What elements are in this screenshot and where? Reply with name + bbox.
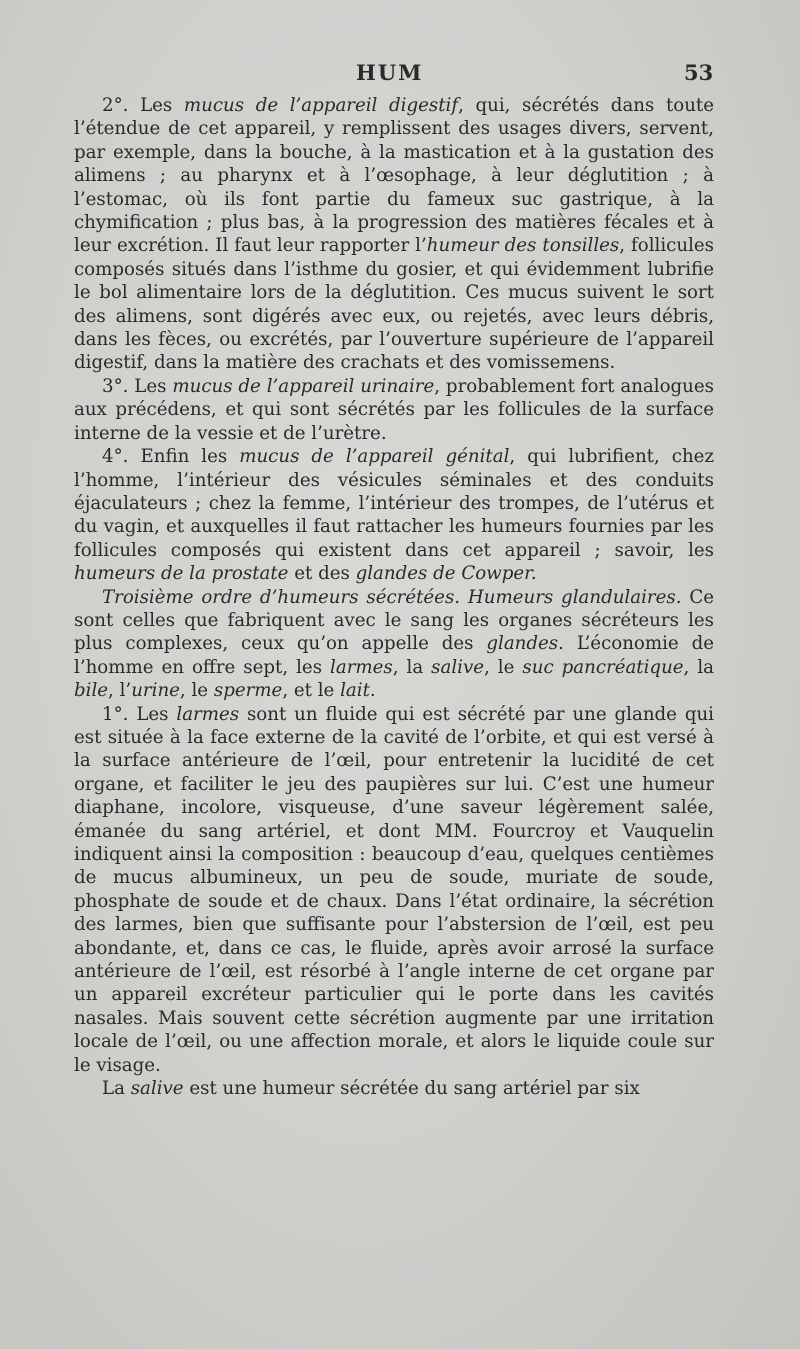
italic-text: urine [131,680,180,702]
page-header [0,60,800,90]
paragraph [74,445,714,585]
text-run: sont un fluide qui est sécrété par une glande qui est située à la face externe de la cavité de l’orbite, et qui est versé à la surface antérieure de l’œil, pour entretenir la lucidité de cet organe, et faciliter le jeu des paupières sur lui. C’est une humeur diaphane, incolore, visqueuse, d’une saveur légèrement salée, émanée du sang artériel, et dont MM. Fourcroy et Vauquelin indiquent ainsi la composition : beaucoup d’eau, quelques centièmes de mucus albumineux, un peu de soude, muriate de soude, phosphate de soude et de chaux. Dans l’état ordinaire, la sécrétion des larmes, bien que suffisante pour l’abstersion de l’œil, est peu abondante, et, dans ce cas, le fluide, après avoir arrosé la surface antérieure de l’œil, est résorbé à l’angle interne de cet organe par un appareil excréteur particulier qui le porte dans les cavités nasales. Mais souvent cette sécrétion augmente par une irritation locale de l’œil, ou une affection morale, et alors le liquide coule sur le visage. [74,703,714,1076]
paragraph [74,375,714,445]
text-run: , et le [282,680,341,702]
italic-text: mucus de l’appareil génital [239,446,510,468]
body-text [74,94,714,1100]
italic-text: humeurs de la prostate [74,563,289,585]
italic-text: sperme [213,680,283,702]
paragraph [74,586,714,703]
italic-text: Troisième ordre d’humeurs sécrétées. Humeurs glandulaires. [102,586,682,608]
text-run: , l’ [108,680,132,702]
text-run: , qui, sécrétés dans toute l’étendue de cet appareil, y remplissent des usages divers, servent, par exemple, dans la bouche, à la mastication et à la gustation des alimens ; au pharynx et à l’œsophage, à leur déglutition ; à l’estomac, où ils font partie du fameux suc gastrique, à la chymification ; plus bas, à la progression des matières fécales et à leur excrétion. Il faut leur rapporter l’ [74,95,715,257]
italic-text: mucus de l’appareil digestif [183,95,459,116]
text-run: et des [288,563,356,585]
text-run: , le [484,656,523,678]
italic-text: salive [130,1078,184,1100]
text-run: , le [179,680,214,702]
text-run: , la [683,656,714,678]
italic-text: mucus de l’appareil urinaire [172,375,435,397]
text-run: . L’économie de l’homme en offre sept, les [74,633,715,678]
text-run: Ce sont celles que fabriquent avec le sang les organes sécréteurs les plus complexes, ceux qu’on appelle des [74,586,714,655]
italic-text: salive [431,656,485,678]
running-head: HUM [356,60,424,85]
text-run: 1°. Les [102,703,177,725]
text-run: La [102,1078,131,1100]
text-run: 4°. Enfin les [102,446,240,468]
text-run: est une humeur sécrétée du sang artériel par six [183,1078,640,1100]
italic-text: larmes [176,703,240,725]
text-run: , probablement fort analogues aux précédens, et qui sont sécrétés par les follicules de la surface interne de la vessie et de l’urètre. [74,375,714,444]
italic-text: glandes de Cowper. [355,563,537,585]
text-run: , la [392,656,432,678]
paragraph [74,94,714,375]
paragraph [74,703,714,1078]
text-run: 3°. Les [102,375,173,397]
italic-text: larmes [330,656,393,678]
page-number: 53 [684,60,714,85]
paragraph [74,1077,714,1100]
text-run: , follicules composés situés dans l’isthme du gosier, et qui évidemment lubrifie le bol alimentaire lors de la déglutition. Ces mucus suivent le sort des alimens, sont digérés avec eux, ou rejetés, avec leurs débris, dans les fèces, ou excrétés, par l’ouverture supérieure de l’appareil digestif, dans la matière des crachats et des vomissemens. [74,235,714,374]
italic-text: suc pancréatique [522,656,684,678]
text-run: , qui lubrifient, chez l’homme, l’intérieur des vésicules séminales et des conduits éjaculateurs ; chez la femme, l’intérieur des trompes, de l’utérus et du vagin, et auxquelles il faut rattacher les humeurs fournies par les follicules composés qui existent dans cet appareil ; savoir, les [74,446,714,561]
text-run: 2°. Les [102,95,184,116]
italic-text: humeur des tonsilles [426,235,620,257]
italic-text: glandes [486,633,559,655]
text-run: . [369,680,376,702]
italic-text: bile [74,680,109,702]
italic-text: lait [340,680,370,702]
